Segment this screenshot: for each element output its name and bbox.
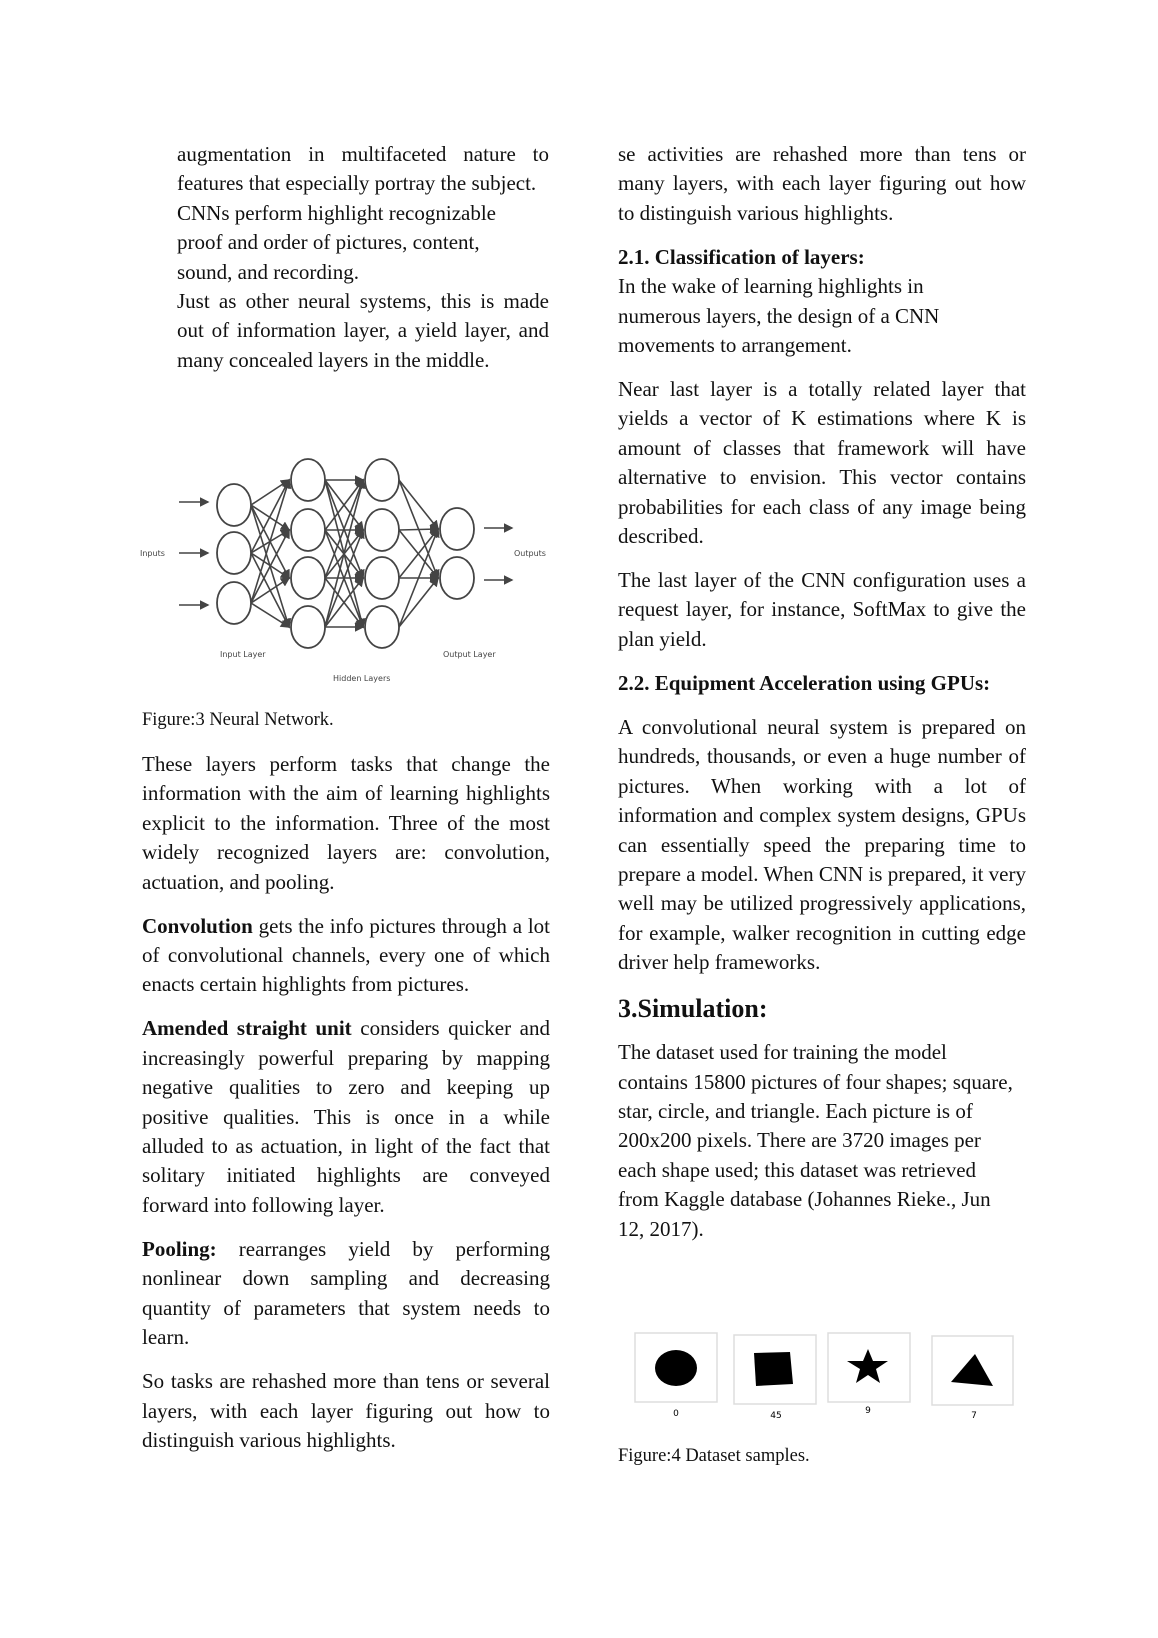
paragraph: So tasks are rehashed more than tens or several layers, with each layer figuring out how to distinguish various highlights.	[142, 1369, 550, 1452]
term: Pooling:	[142, 1236, 217, 1261]
paragraph-text: considers quicker and increasingly powerful preparing by mapping negative qualities to zero and keeping up positive qualities. This is once in a while alluded to as actuation, in light of the fact that solitary initiated highlights are conveyed forward into following layer.	[142, 1016, 550, 1217]
hidden-layers-label: Hidden Layers	[333, 674, 391, 683]
paragraph: In the wake of learning highlights in numerous layers, the design of a CNN movements to arrangement.	[618, 274, 940, 358]
paragraph-relu	[142, 1014, 550, 1220]
neuron-node	[365, 459, 399, 501]
paragraph-pooling	[142, 1235, 550, 1353]
paragraph-text: rearranges yield by performing nonlinear down sampling and decreasing quantity of parameters that system needs to learn.	[142, 1236, 550, 1350]
paragraph: A convolutional neural system is prepared on hundreds, thousands, or even a huge number of pictures. When working with a lot of information and complex system designs, GPUs can essentially speed the preparing time to prepare a model. When CNN is prepared, it very well may be utilized progressively applications, for example, walker recognition in cutting edge driver help frameworks.	[618, 714, 1026, 975]
left-column-intro	[177, 140, 549, 375]
neuron-node	[217, 484, 251, 526]
neural-network-figure	[130, 430, 550, 692]
output-layer-label: Output Layer	[443, 650, 496, 659]
neuron-node	[440, 508, 474, 550]
sample-star	[828, 1333, 910, 1416]
input-layer-label: Input Layer	[220, 650, 266, 659]
figure-3-caption: Figure:3 Neural Network.	[142, 710, 334, 730]
paragraph: Near last layer is a totally related layer that yields a vector of K estimations where K is amount of classes that framework will have alternative to envision. This vector contains probabilities for each class of any image being described.	[618, 377, 1026, 549]
paragraph: augmentation in multifaceted nature to features that especially portray the subject.	[177, 142, 549, 196]
figure-4-caption: Figure:4 Dataset samples.	[618, 1446, 810, 1466]
paragraph: The dataset used for training the model contains 15800 pictures of four shapes; square, star, circle, and triangle. Each picture is of 200x200 pixels. There are 3720 images per each shape used; this dataset was retrieved from Kaggle database (Johannes Rieke., Jun 12, 2017).	[618, 1040, 1013, 1241]
section-heading-2-1: 2.1. Classification of layers:	[618, 244, 865, 269]
sample-square	[734, 1335, 816, 1421]
term: Convolution	[142, 913, 253, 938]
sample-label: 0	[673, 1409, 679, 1419]
outputs-label: Outputs	[514, 549, 546, 558]
neuron-node	[217, 582, 251, 624]
paragraph: se activities are rehashed more than tens or many layers, with each layer figuring out how to distinguish various highlights.	[618, 142, 1026, 225]
sample-label: 7	[971, 1411, 977, 1421]
paragraph: CNNs perform highlight recognizable proof and order of pictures, content, sound, and recording.	[177, 200, 496, 284]
neuron-node	[291, 459, 325, 501]
neuron-node	[365, 509, 399, 551]
neuron-node	[365, 557, 399, 599]
neuron-node	[291, 606, 325, 648]
inputs-label: Inputs	[140, 549, 165, 558]
sample-triangle	[932, 1336, 1013, 1421]
paragraph-convolution	[142, 912, 550, 1000]
neuron-node	[365, 606, 399, 648]
section-heading-3: 3.Simulation:	[618, 994, 768, 1024]
paragraph: Just as other neural systems, this is made out of information layer, a yield layer, and many concealed layers in the middle.	[177, 289, 549, 372]
sample-label: 9	[865, 1406, 871, 1416]
connection-arrow	[399, 529, 438, 530]
paragraph: These layers perform tasks that change the information with the aim of learning highlights explicit to the information. Three of the most widely recognized layers are: convolution, actuation, and pooling.	[142, 752, 550, 894]
neuron-node	[217, 532, 251, 574]
connection-arrow	[399, 480, 438, 529]
figure-4-caption-wrap	[618, 1442, 1026, 1486]
paragraph-text: gets the info pictures through a lot of convolutional channels, every one of which enacts certain highlights from pictures.	[142, 913, 550, 997]
term: Amended straight unit	[142, 1016, 352, 1041]
section-heading-2-2: 2.2. Equipment Acceleration using GPUs:	[618, 670, 991, 695]
dataset-samples-figure	[630, 1330, 1030, 1430]
sample-label: 45	[770, 1411, 782, 1421]
right-column	[618, 140, 1026, 1259]
neuron-node	[440, 557, 474, 599]
connection-arrow	[399, 578, 438, 627]
paragraph: The last layer of the CNN configuration uses a request layer, for instance, SoftMax to give the plan yield.	[618, 568, 1026, 651]
left-column-body	[142, 706, 550, 1470]
sample-circle	[635, 1333, 717, 1419]
neuron-node	[291, 557, 325, 599]
neuron-node	[291, 509, 325, 551]
